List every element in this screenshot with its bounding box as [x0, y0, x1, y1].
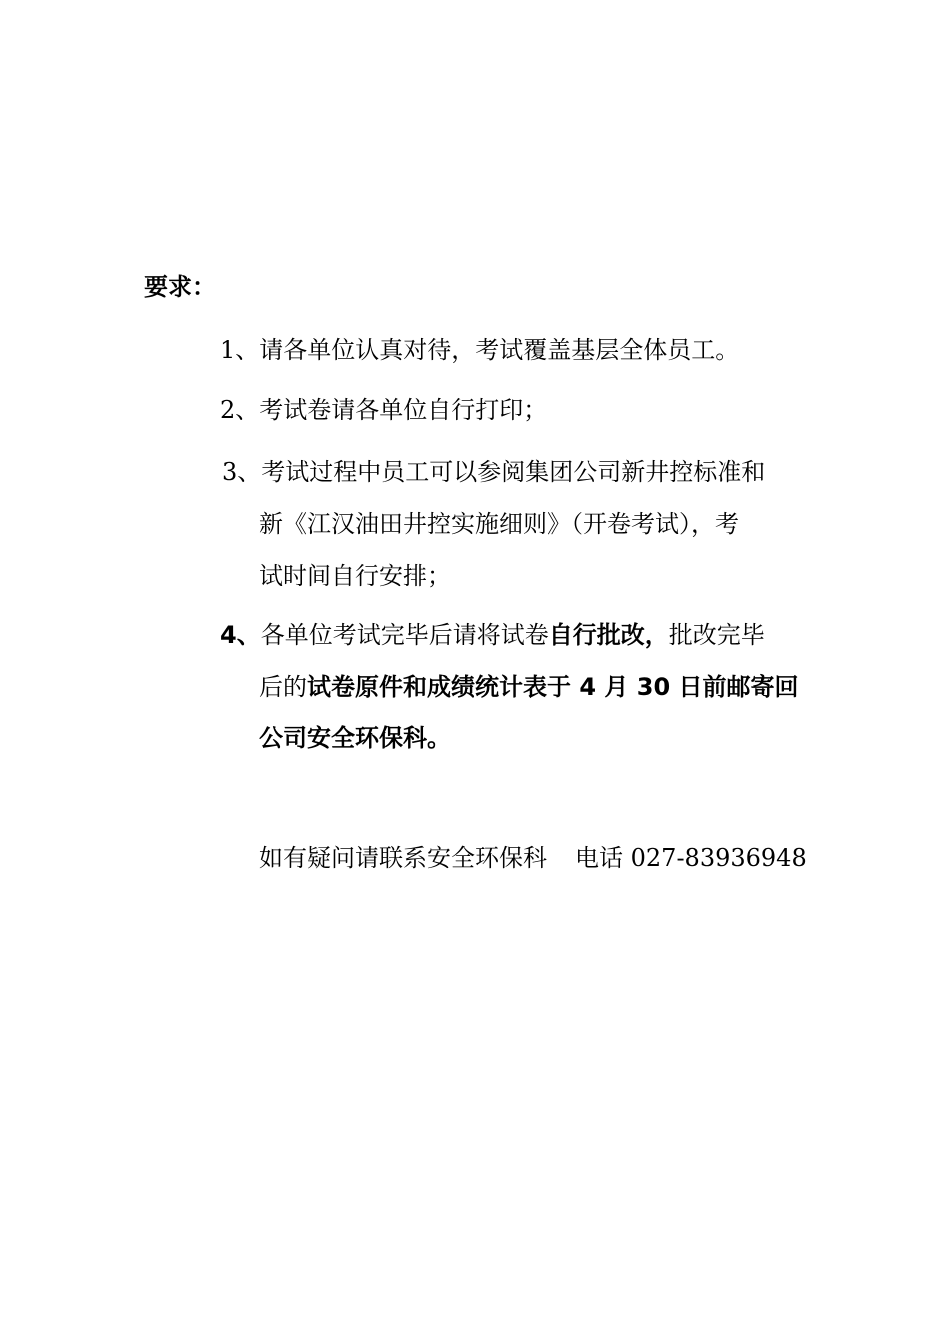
requirement-item-3-line-2: 新《江汉油田井控实施细则》（开卷考试），考	[259, 510, 739, 538]
item-4-text-b: 批改完毕	[668, 621, 765, 649]
requirement-item-2: 2、考试卷请各单位自行打印；	[220, 396, 548, 424]
requirement-item-3-line-1: 3、考试过程中员工可以参阅集团公司新井控标准和	[222, 458, 766, 486]
phone-label: 电话	[575, 844, 623, 872]
requirement-item-3-line-3: 试时间自行安排；	[259, 562, 451, 590]
item-4-line-2-plain: 后的	[259, 673, 307, 701]
requirements-heading: 要求：	[144, 273, 216, 301]
requirement-item-4-line-3: 公司安全环保科。	[259, 724, 451, 752]
requirement-item-4-line-1	[220, 619, 765, 651]
requirement-item-1: 1、请各单位认真对待，考试覆盖基层全体员工。	[220, 336, 740, 364]
item-4-text-a: 各单位考试完毕后请将试卷	[260, 621, 549, 649]
item-4-line-2-bold: 试卷原件和成绩统计表于 4 月 30 日前邮寄回	[307, 673, 799, 701]
item-4-number: 4、	[220, 621, 261, 649]
contact-text: 如有疑问请联系安全环保科	[259, 844, 547, 872]
phone-number: 027-83936948	[630, 844, 807, 872]
contact-line	[259, 842, 807, 874]
requirement-item-4-line-2	[259, 671, 799, 703]
item-4-bold-a: 自行批改，	[548, 621, 669, 649]
